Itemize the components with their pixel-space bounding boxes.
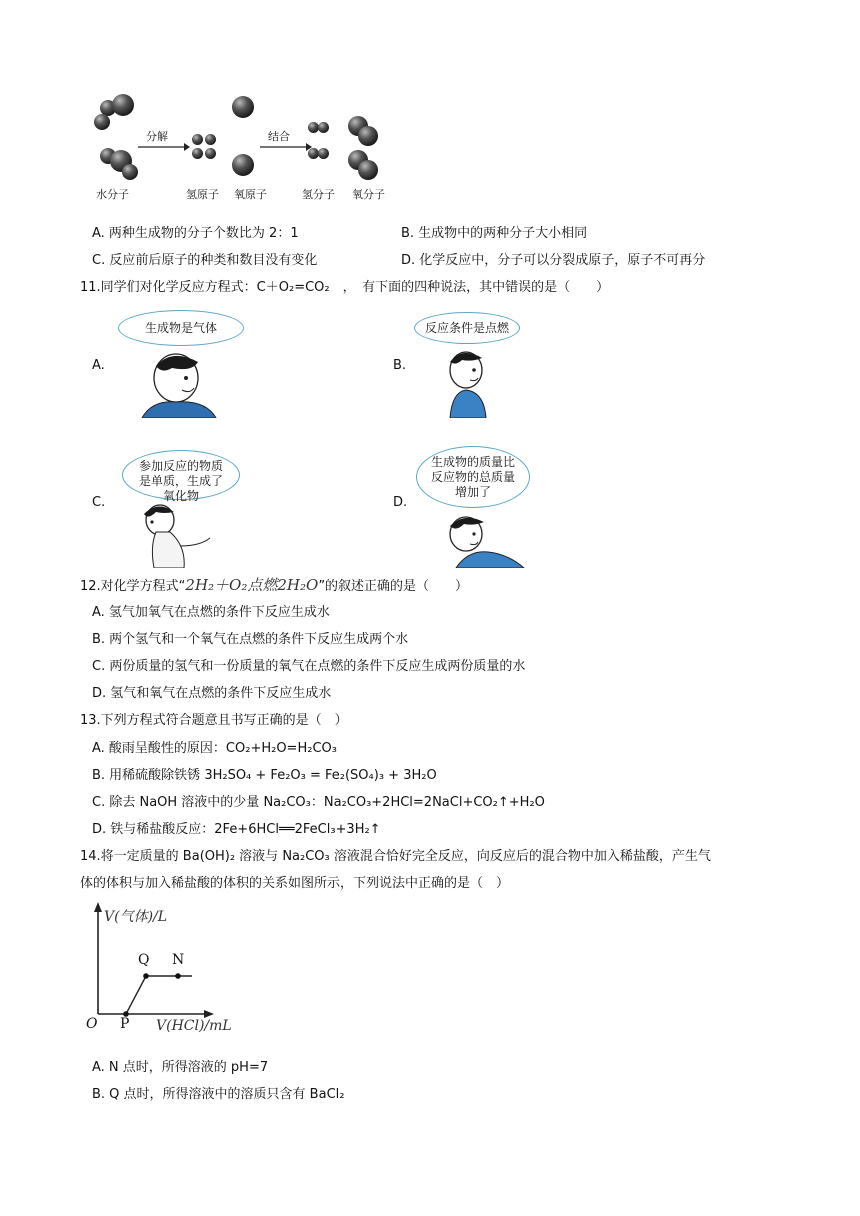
q14-option-b: B. Q 点时，所得溶液中的溶质只含有 BaCl₂ [92,1087,345,1102]
label-hydrogen-atom: 氢原子 [186,188,219,201]
q13-stem: 13.下列方程式符合题意且书写正确的是（ ） [80,713,348,728]
student-icon [132,348,242,418]
q11-option-a-cartoon [110,308,260,418]
label-hydrogen-molecule: 氢分子 [302,188,335,201]
q13-option-a: A. 酸雨呈酸性的原因：CO₂+H₂O=H₂CO₃ [92,741,337,756]
q13-option-d: D. 铁与稀盐酸反应：2Fe+6HCl══2FeCl₃+3H₂↑ [92,822,381,837]
q11-option-c-cartoon [118,446,258,570]
origin-label: O [86,1016,98,1032]
q12-option-c: C. 两份质量的氢气和一份质量的氧气在点燃的条件下反应生成两份质量的水 [92,659,526,674]
q14-stem-line1: 14.将一定质量的 Ba(OH)₂ 溶液与 Na₂CO₃ 溶液混合恰好完全反应，向反应后的混合物中加入稀盐酸，产生气 [80,849,711,864]
speech-bubble: 生成物的质量比反应物的总质量增加了 [416,446,530,508]
speech-bubble: 参加反应的物质是单质，生成了氧化物 [122,450,240,500]
point-n-label: N [172,952,185,968]
q12-stem-suffix: ”的叙述正确的是（ ） [318,579,469,594]
q12-option-a: A. 氢气加氧气在点燃的条件下反应生成水 [92,605,330,620]
q12-option-b: B. 两个氢气和一个氧气在点燃的条件下反应生成两个水 [92,632,409,647]
q10-option-a: A. 两种生成物的分子个数比为 2：1 [92,226,299,241]
label-oxygen-molecule: 氧分子 [352,188,385,201]
graph-line-rising [126,976,146,1014]
arrow-right-icon [260,142,312,152]
q12-option-d: D. 氢气和氧气在点燃的条件下反应生成水 [92,686,332,701]
combine-label: 结合 [268,130,290,143]
point-q [143,973,149,979]
q13-option-b: B. 用稀硫酸除铁锈 3H₂SO₄ + Fe₂O₃ = Fe₂(SO₄)₃ + 3H₂O [92,768,437,783]
q14-graph [84,902,254,1040]
q10-option-b: B. 生成物中的两种分子大小相同 [401,226,588,241]
point-q-label: Q [138,952,150,968]
point-n [175,973,181,979]
q12-equation: 2H₂＋O₂点燃2H₂O [185,576,319,594]
q11-stem: 11.同学们对化学反应方程式：C＋O₂=CO₂ ， 有下面的四种说法，其中错误的是（ ） [80,280,610,295]
point-p-label: P [120,1016,130,1032]
q11-option-b-label: B. [393,358,407,373]
label-oxygen-atom: 氧原子 [234,188,267,201]
q14-option-a: A. N 点时，所得溶液的 pH=7 [92,1060,269,1075]
q11-option-c-label: C. [92,495,106,510]
arrow-right-icon [138,142,190,152]
decompose-label: 分解 [146,130,168,143]
q10-option-c: C. 反应前后原子的种类和数目没有变化 [92,253,318,268]
molecule-diagram [80,90,400,205]
q11-option-d-cartoon [414,442,544,570]
q14-stem-line2: 体的体积与加入稀盐酸的体积的关系如图所示，下列说法中正确的是（ ） [80,876,510,891]
q12-stem-prefix: 12.对化学方程式“ [80,579,186,594]
q11-option-a-label: A. [92,358,105,373]
student-icon [444,512,534,568]
label-water-molecule: 水分子 [96,188,129,201]
speech-bubble: 反应条件是点燃 [414,312,520,344]
speech-bubble: 生成物是气体 [118,310,244,346]
student-icon [432,346,512,418]
x-axis-label: V(HCl)/mL [156,1018,232,1034]
q12-stem [80,574,468,595]
q13-option-c: C. 除去 NaOH 溶液中的少量 Na₂CO₃：Na₂CO₃+2HCl=2NaCl+CO₂↑+H₂O [92,795,545,810]
student-icon [134,502,234,568]
q11-option-d-label: D. [393,495,408,510]
q10-option-d: D. 化学反应中，分子可以分裂成原子，原子不可再分 [401,253,706,268]
y-axis-label: V(气体)/L [104,909,168,925]
q11-option-b-cartoon [412,310,532,420]
